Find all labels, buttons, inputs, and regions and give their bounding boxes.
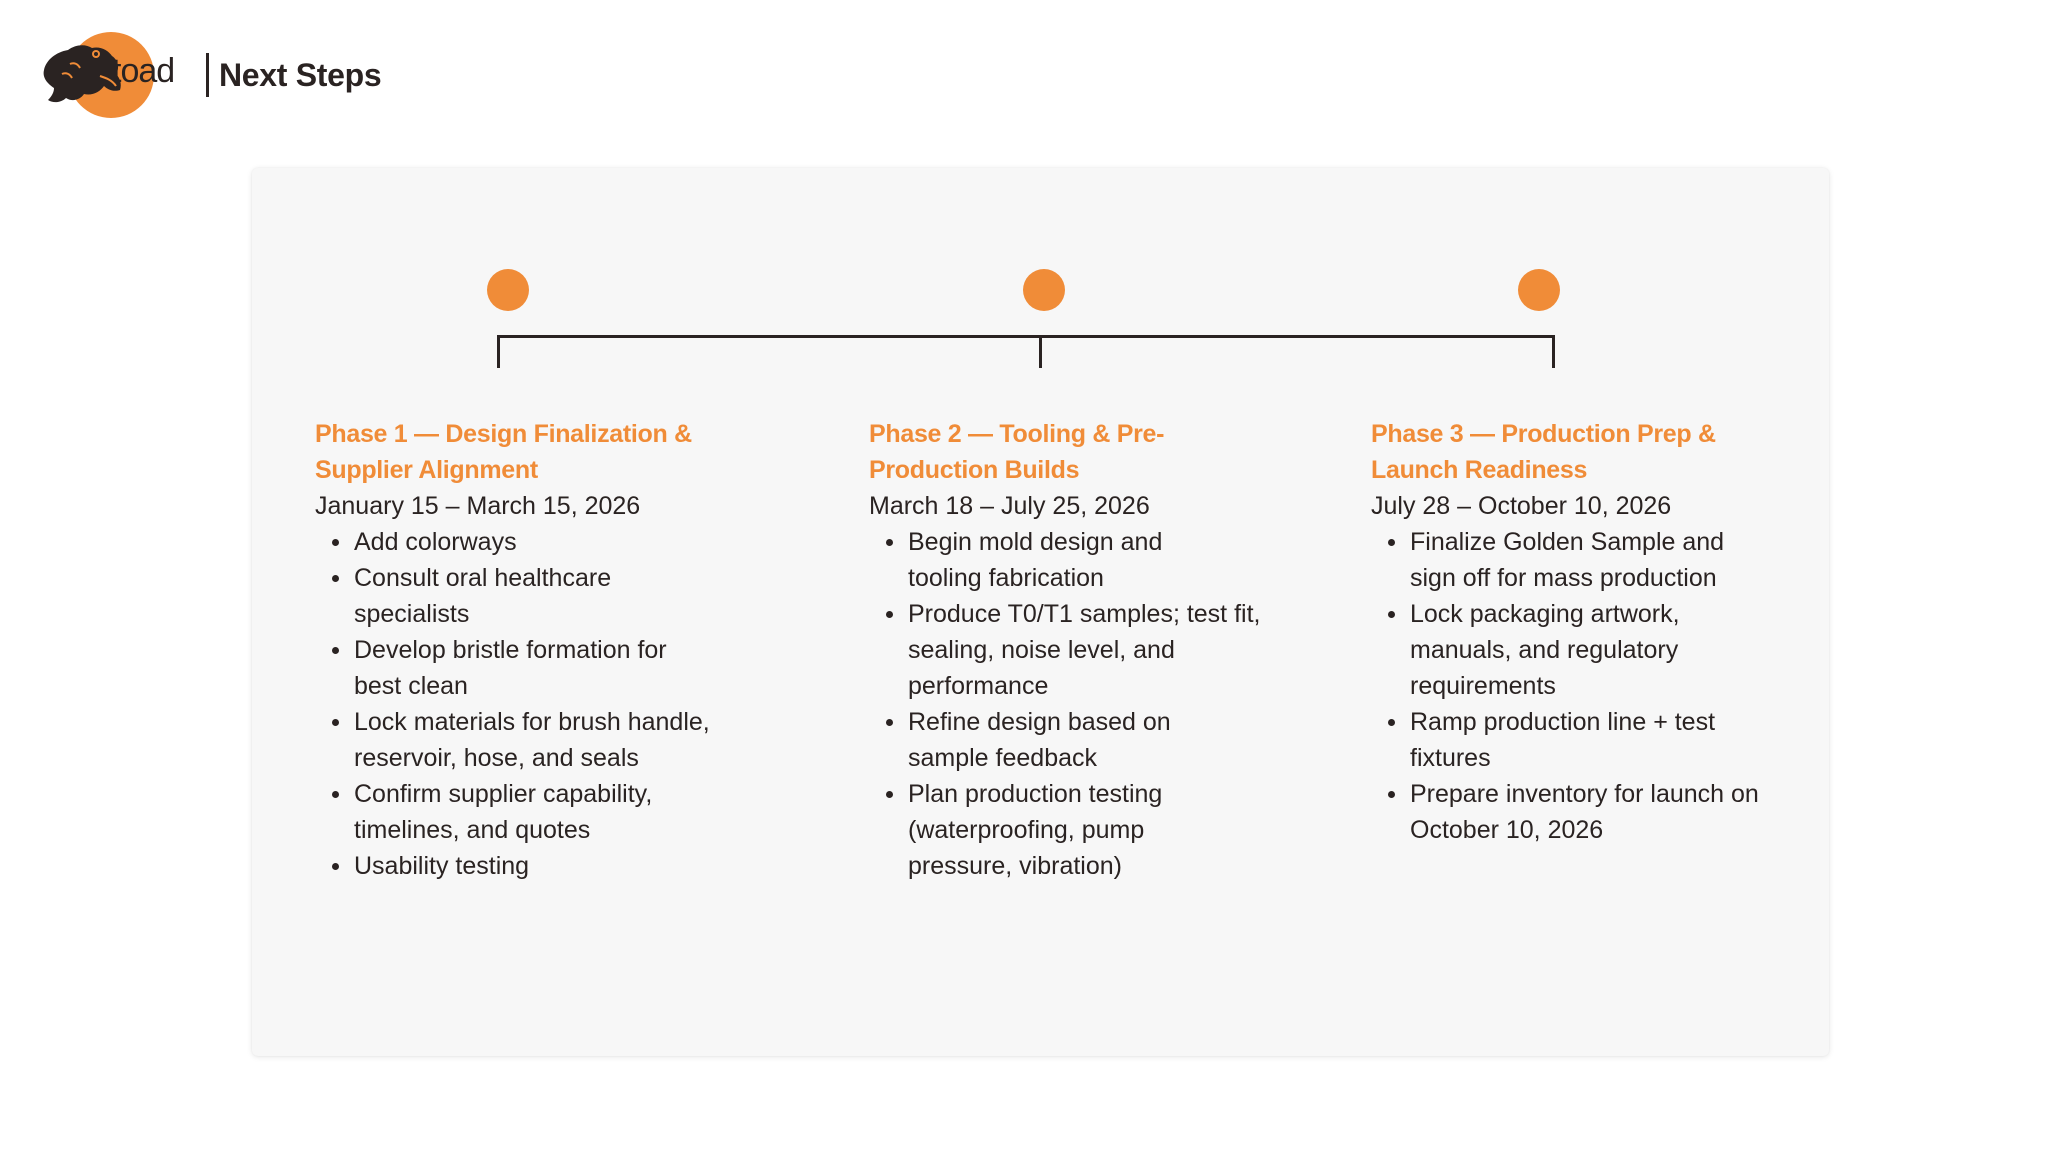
list-item: Begin mold design and tooling fabrication [869,524,1208,596]
list-item: Prepare inventory for launch on October 10, 2026 [1371,776,1771,848]
toad-logo [40,30,190,120]
list-item: Finalize Golden Sample and sign off for mass production [1371,524,1771,596]
list-item: Consult oral healthcare specialists [315,560,715,632]
list-item: Lock packaging artwork, manuals, and regulatory requirements [1371,596,1740,704]
timeline-dot-phase-1 [487,269,529,311]
list-item: Produce T0/T1 samples; test fit, sealing, noise level, and performance [869,596,1269,704]
header-divider [206,53,209,97]
phase-dates: July 28 – October 10, 2026 [1371,492,1672,520]
list-item: Add colorways [315,524,715,560]
list-item: Usability testing [315,848,715,884]
list-item: Confirm supplier capability, timelines, and quotes [315,776,715,848]
timeline-tick-phase-2 [1039,335,1042,368]
timeline-tick-phase-1 [497,335,500,368]
list-item: Develop bristle formation for best clean [315,632,715,704]
timeline-dot-phase-2 [1023,269,1065,311]
timeline-tick-phase-3 [1552,335,1555,368]
timeline-line [497,335,1555,338]
phase-task-list [315,524,715,884]
list-item: Ramp production line + test fixtures [1371,704,1770,776]
timeline-card [252,168,1829,1056]
list-item: Lock materials for brush handle, reservoir, hose, and seals [315,704,715,776]
list-item: Refine design based on sample feedback [869,704,1208,776]
phase-2 [869,416,1269,884]
phase-title: Phase 2 — Tooling & Pre-Production Builds [869,420,1165,484]
phase-3 [1371,416,1771,848]
phase-dates: January 15 – March 15, 2026 [315,492,641,520]
phase-title: Phase 3 — Production Prep & Launch Readiness [1371,420,1716,484]
list-item: Plan production testing (waterproofing, pump pressure, vibration) [869,776,1208,884]
timeline [252,168,1829,398]
phase-title: Phase 1 — Design Finalization & Supplier Alignment [315,420,692,484]
logo-wordmark: toad [112,52,175,90]
phase-task-list [869,524,1269,884]
page-header [40,30,381,120]
phase-1 [315,416,715,884]
timeline-dot-phase-3 [1518,269,1560,311]
phase-dates: March 18 – July 25, 2026 [869,492,1150,520]
page-title: Next Steps [219,56,382,93]
phase-task-list [1371,524,1771,848]
